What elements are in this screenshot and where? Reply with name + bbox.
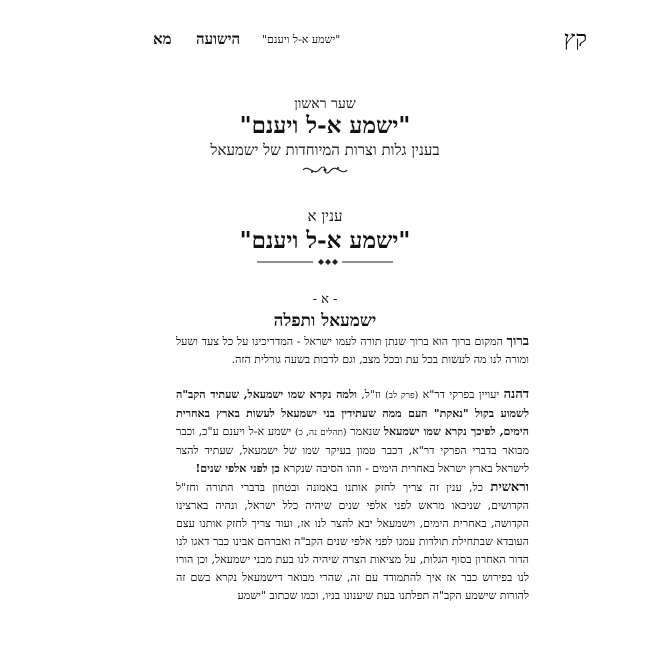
- paragraph-2-ref2: (תהלים נה, כ): [295, 428, 347, 438]
- page-number: מא: [153, 30, 172, 48]
- paragraph-1-lead: ברוך: [506, 334, 529, 349]
- paragraph-3: [176, 479, 529, 605]
- paragraph-2-seg3: שנאמר: [350, 425, 381, 438]
- section-number: - א -: [312, 292, 338, 307]
- inyan-title: "ישמע א-ל ויענם": [239, 227, 411, 254]
- paragraph-2-bold2: כן לפני אלפי שנים!: [195, 462, 280, 475]
- section-title: ישמעאל ותפלה: [273, 311, 377, 331]
- paragraph-2: [176, 386, 529, 478]
- inyan-label: ענין א: [307, 207, 343, 225]
- paragraph-1-text: המקום ברוך הוא ברוך שנתן תורה לעמו ישראל - המדריכינו על כל צעד ושעל ומורה לנו מה לעשות בכל עת ובכל מצב, וגם לדבות בשעה גורלית הזה.: [176, 335, 529, 366]
- gate-title: "ישמע א-ל ויענם": [239, 112, 411, 139]
- ornament-swirl-icon: [300, 163, 350, 177]
- paragraph-2-seg4: ישמע א-ל ויענם ע"כ, וכבר מבואר בדברי הפרקי דר"א, דכבר טמון בעיקר שמו של ישמעאל, שעתיד להצר לישראל בארץ ישראל באחרית הימים - וזהו הסיבה שנקרא: [176, 425, 529, 475]
- paragraph-2-lead: דהנה: [503, 387, 530, 402]
- paragraph-3-text: כל, ענין זה צריך לחזק אותנו באמונה ובטחון בדברי התורה וחז"ל הקדושים, שניבאו מראש לפני אלפי שנים שיהיה כלל ישראל, ונהיה בארצינו הקדושה, באחרית הימים, וישמעאל יבא להצר לנו אז, ועוד צריך לחזק אותנו עצם העובדא שבתחילת תולדות עמנו לפני אלפי שנים הקב"ה ואברהם אבינו כבר דאגו לנו הדור האחרון בסוף הגלות, על מציאות הצרה שיהיה לנו בעת מבני ישמעאל, וכן הורו לנו בפירוש כבר אז איך להתמודד עם זה, שהרי מבואר דישמעאל נקרא בשם זה להורות שישמע הקב"ה תפלתנו בעת שיענונו בניו, וכמו שכתוב "ישמע: [176, 481, 529, 602]
- running-head-folio: קץ: [563, 27, 587, 52]
- gate-label: שער ראשון: [294, 96, 356, 112]
- paragraph-2-ref1: (פרק לב): [385, 391, 419, 401]
- ornament-divider-icon: [257, 257, 393, 267]
- paragraph-1: [176, 333, 529, 369]
- paragraph-2-bold1: ולמה נקרא שמו ישמעאל, שעתיד הקב"ה לשמוע בקול "נאקת" העם ממה שעתידין בני ישמעאל לעשות בארץ באחרית הימים, לפיכך נקרא שמו ישמעאל: [176, 388, 530, 438]
- paragraph-2-seg2: וז"ל,: [361, 388, 381, 401]
- paragraph-3-lead: וראשית: [490, 480, 529, 495]
- gate-subtitle: בענין גלות וצרות המיוחדות של ישמעאל: [210, 141, 440, 159]
- running-head-title: הישועה: [196, 30, 241, 48]
- running-head-subtitle: "ישמע א-ל ויענם": [262, 33, 341, 46]
- paragraph-2-seg1: יעויין בפרקי דר"א: [422, 388, 500, 401]
